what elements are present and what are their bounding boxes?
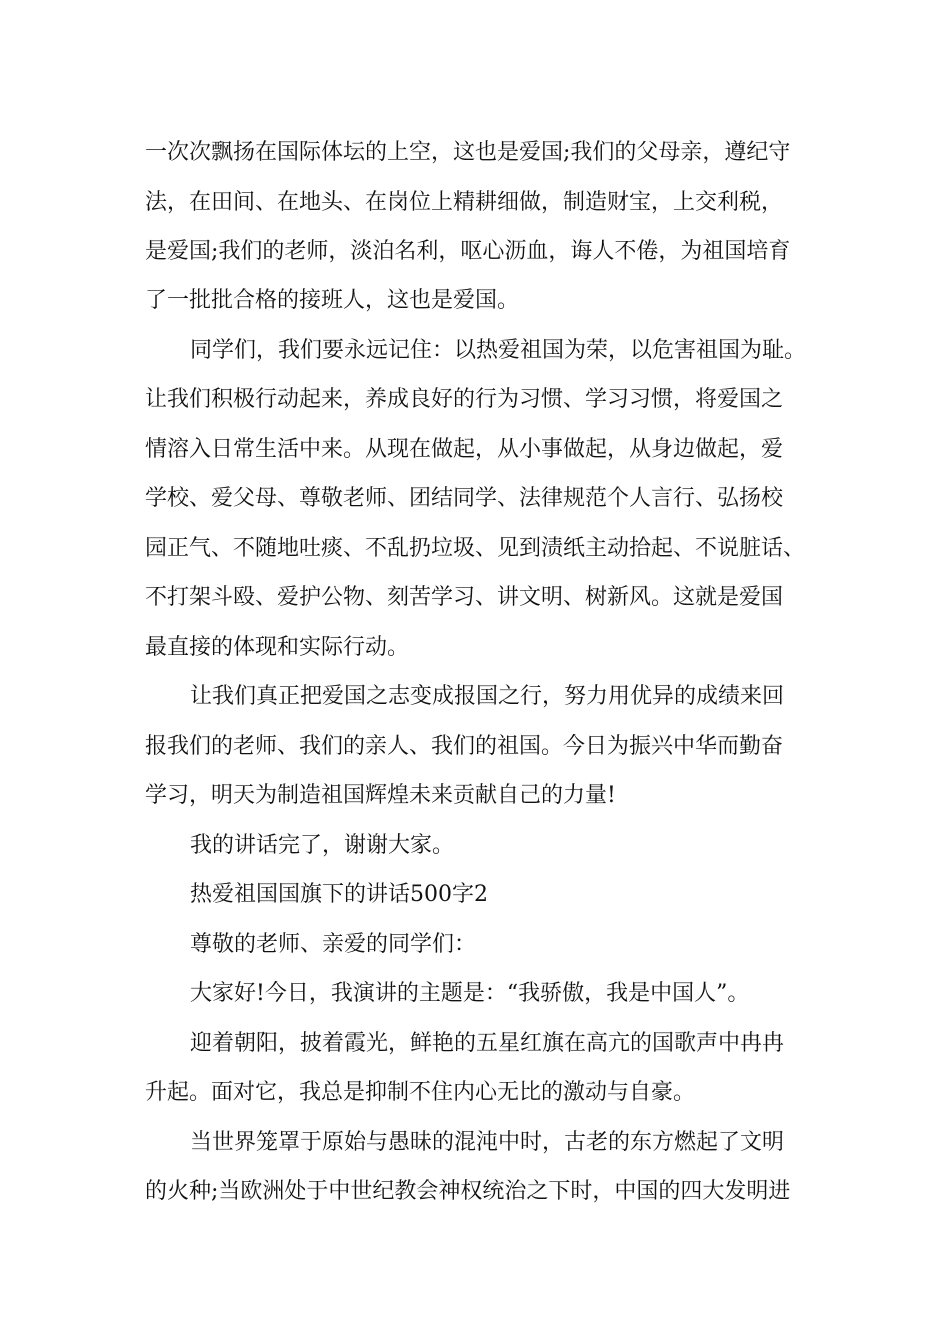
text-line: 最直接的体现和实际行动。 [145, 635, 410, 660]
text-line: 的火种;当欧洲处于中世纪教会神权统治之下时，中国的四大发明进 [145, 1179, 791, 1204]
text-line: 园正气、不随地吐痰、不乱扔垃圾、见到渍纸主动拾起、不说脏话、 [145, 536, 806, 561]
paragraph-first-line: 同学们，我们要永远记住：以热爱祖国为荣，以危害祖国为耻。 [190, 338, 807, 363]
paragraph-first-line: 当世界笼罩于原始与愚昧的混沌中时，古老的东方燃起了文明 [190, 1130, 785, 1155]
paragraph-first-line: 迎着朝阳，披着霞光，鲜艳的五星红旗在高亢的国歌声中冉冉 [190, 1031, 785, 1056]
text-line: 法，在田间、在地头、在岗位上精耕细做，制造财宝，上交利税， [145, 190, 784, 215]
paragraph-first-line: 让我们真正把爱国之志变成报国之行，努力用优异的成绩来回 [190, 684, 785, 709]
text-line: 了一批批合格的接班人，这也是爱国。 [145, 288, 520, 313]
text-line: 是爱国;我们的老师，淡泊名利，呕心沥血，诲人不倦，为祖国培育 [145, 239, 791, 264]
text-line: 一次次飘扬在国际体坛的上空，这也是爱国;我们的父母亲，遵纪守 [145, 140, 791, 165]
paragraph-first-line: 大家好!今日，我演讲的主题是：“我骄傲，我是中国人”。 [190, 981, 750, 1006]
text-line: 报我们的老师、我们的亲人、我们的祖国。今日为振兴中华而勤奋 [145, 734, 784, 759]
text-line: 学校、爱父母、尊敬老师、团结同学、法律规范个人言行、弘扬校 [145, 486, 784, 511]
text-line: 学习，明天为制造祖国辉煌未来贡献自己的力量! [145, 783, 616, 808]
text-line: 不打架斗殴、爱护公物、刻苦学习、讲文明、树新风。这就是爱国 [145, 585, 784, 610]
section-heading: 热爱祖国国旗下的讲话500字2 [190, 882, 488, 907]
salutation: 尊敬的老师、亲爱的同学们： [190, 932, 477, 957]
text-line: 情溶入日常生活中来。从现在做起，从小事做起，从身边做起，爱 [145, 437, 784, 462]
text-line: 让我们积极行动起来，养成良好的行为习惯、学习习惯，将爱国之 [145, 387, 784, 412]
text-line: 升起。面对它，我总是抑制不住内心无比的激动与自豪。 [145, 1080, 696, 1105]
paragraph-first-line: 我的讲话完了，谢谢大家。 [190, 833, 455, 858]
